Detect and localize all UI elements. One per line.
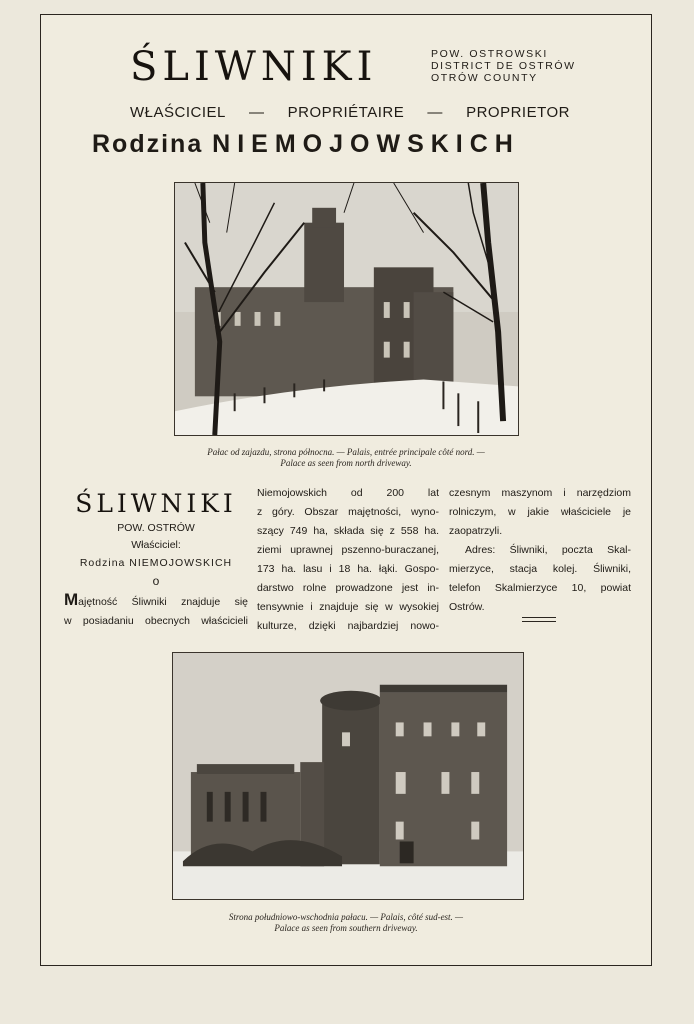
owner-family (92, 130, 612, 159)
dropcap: M (64, 590, 79, 609)
caption-line: Palace as seen from north driveway. (280, 458, 412, 468)
lead-line-rest: ajętność Śliwniki znajduje się (78, 596, 248, 608)
body-line: darstwo rolne prowadzone jest in- (257, 582, 439, 594)
body-line: szący 749 ha, składa się z 558 ha. (257, 525, 439, 537)
end-rule (522, 617, 556, 622)
county-line: POW. OSTROWSKI (431, 48, 548, 60)
body-line: z góry. Obszar majętności, wyno- (257, 506, 439, 518)
address-line: Adres: Śliwniki, poczta Skal- (465, 544, 631, 556)
body-line: tensywnie i znajduje się w wysokiej (257, 601, 439, 613)
body-line: ziemi uprawnej pszenno-buraczanej, (257, 544, 439, 556)
article-family (64, 554, 248, 572)
photo-caption-top (146, 447, 546, 469)
article-family-name: NIEMOJOWSKICH (129, 557, 233, 569)
photo-caption-bottom (146, 912, 546, 934)
article-column-middle (257, 484, 439, 636)
owner-label-fr: PROPRIÉTAIRE (287, 104, 405, 121)
owner-dash: — (427, 104, 443, 121)
palace-north-photo (174, 182, 519, 436)
county-block (431, 48, 576, 84)
address-line: mierzyce, stacja kolej. Śliwniki, (449, 563, 631, 575)
body-line: kulturze, dzięki najbardziej nowo- (257, 620, 439, 632)
article-column-right (449, 484, 631, 617)
lead-line: w posiadaniu obecnych właścicieli (64, 615, 248, 627)
owner-label-pl: WŁAŚCICIEL (130, 104, 226, 121)
owner-label-en: PROPRIETOR (466, 104, 570, 121)
article-family-prefix: Rodzina (79, 557, 126, 569)
ornament-icon: o (152, 574, 160, 588)
article-column-left (64, 488, 248, 631)
caption-line: Pałac od zajazdu, strona północna. — Palais, entrée principale côté nord. — (207, 447, 485, 457)
caption-line: Palace as seen from southern driveway. (274, 923, 418, 933)
page-title: ŚLIWNIKI (130, 44, 378, 90)
article-brand: ŚLIWNIKI (75, 489, 237, 518)
palace-southeast-photo (172, 652, 524, 900)
address-line: Ostrów. (449, 601, 485, 613)
family-name: NIEMOJOWSKICH (212, 130, 520, 158)
body-line: 173 ha. lasu i 18 ha. łąki. Gospo- (257, 563, 439, 575)
body-line: czesnym maszynom i narzędziom (449, 487, 631, 499)
article-county: POW. OSTRÓW (117, 522, 195, 534)
owner-dash: — (249, 104, 265, 121)
address-line: telefon Skalmierzyce 10, powiat (449, 582, 631, 594)
county-line: OTRÓW COUNTY (431, 72, 538, 84)
owner-labels (130, 104, 570, 121)
body-line: Niemojowskich od 200 lat (257, 487, 439, 499)
body-line: zaopatrzyli. (449, 525, 503, 537)
family-prefix: Rodzina (92, 130, 204, 158)
body-line: rolniczym, w jakie właściciele je (449, 506, 631, 518)
caption-line: Strona południowo-wschodnia pałacu. — Palais, côté sud-est. — (228, 912, 464, 922)
article-owner-label: Właściciel: (131, 539, 181, 551)
lead-line (64, 590, 248, 612)
county-line: DISTRICT DE OSTRÓW (431, 60, 576, 72)
